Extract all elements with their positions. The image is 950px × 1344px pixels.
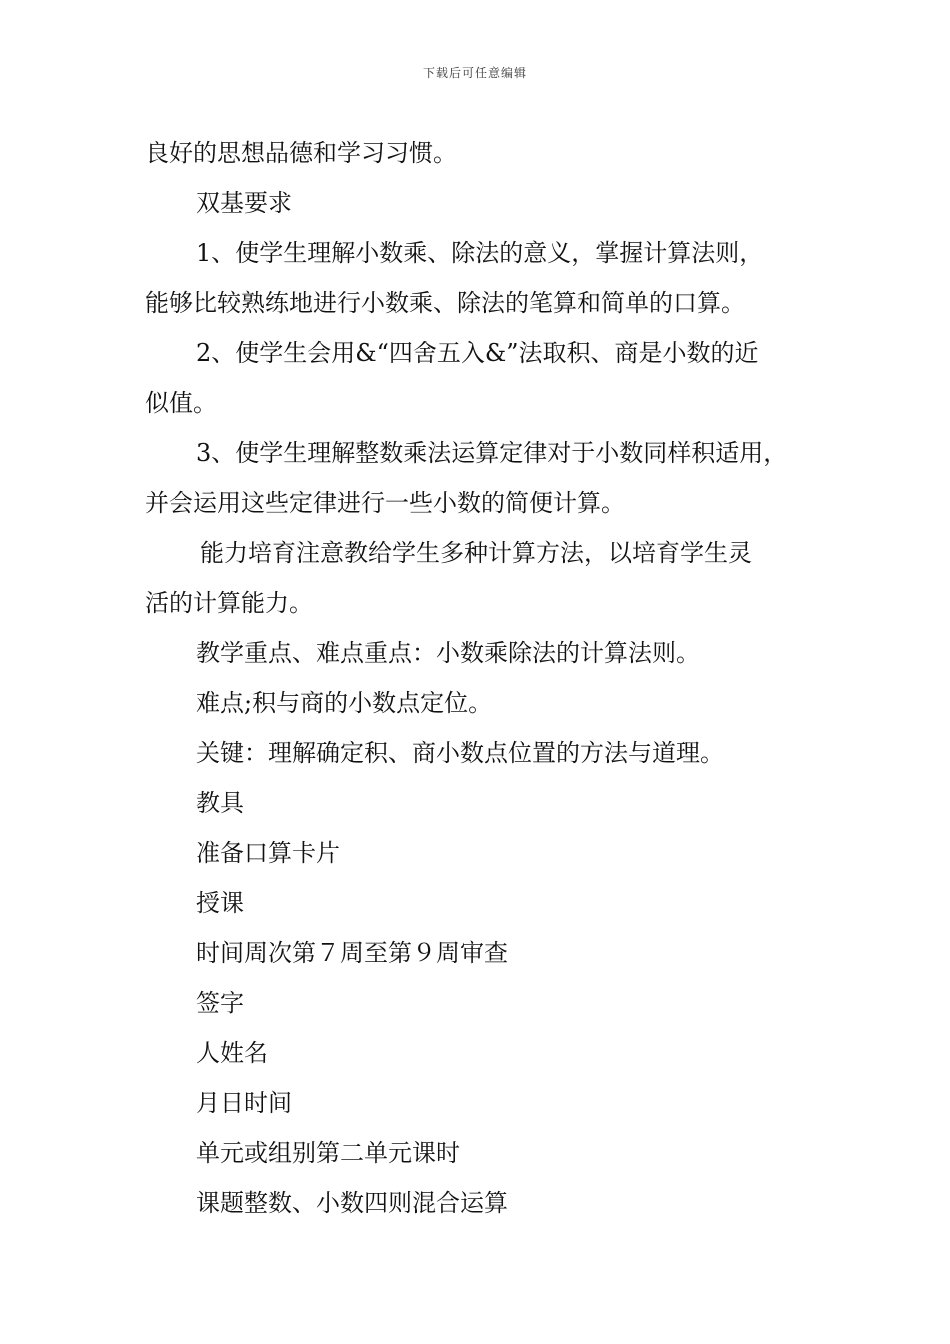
table-label: 签字: [196, 989, 244, 1017]
paragraph-line: 3、使学生理解整数乘法运算定律对于小数同样积适用，: [196, 439, 788, 467]
paragraph-line: 难点;积与商的小数点定位。: [196, 689, 493, 717]
table-label: 时间周次第７周至第９周审查: [196, 939, 508, 967]
paragraph-line: 2、使学生会用&“四舍五入&”法取积、商是小数的近: [196, 339, 759, 367]
paragraph-line: 能够比较熟练地进行小数乘、除法的笔算和简单的口算。: [145, 289, 745, 317]
document-body: [145, 128, 815, 1228]
paragraph-line: 1、使学生理解小数乘、除法的意义，掌握计算法则，: [196, 239, 764, 267]
page-header: 下载后可任意编辑: [422, 66, 527, 80]
section-heading: 双基要求: [196, 189, 292, 217]
paragraph-line: 能力培育注意教给学生多种计算方法，以培育学生灵: [200, 539, 752, 567]
paragraph-line: 良好的思想品德和学习习惯。: [145, 139, 457, 167]
paragraph-line: 并会运用这些定律进行一些小数的简便计算。: [145, 489, 625, 517]
paragraph-line: 活的计算能力。: [145, 589, 313, 617]
paragraph-line: 教学重点、难点重点：小数乘除法的计算法则。: [196, 639, 700, 667]
table-label: 教具: [196, 789, 244, 817]
table-label: 月日时间: [196, 1089, 292, 1117]
paragraph-line: 关键：理解确定积、商小数点位置的方法与道理。: [196, 739, 724, 767]
paragraph-line: 似值。: [145, 389, 217, 417]
table-label: 授课: [196, 889, 244, 917]
table-label: 单元或组别第二单元课时: [196, 1139, 460, 1167]
table-label: 准备口算卡片: [196, 839, 340, 867]
table-label: 人姓名: [196, 1039, 268, 1067]
table-label: 课题整数、小数四则混合运算: [196, 1189, 508, 1217]
